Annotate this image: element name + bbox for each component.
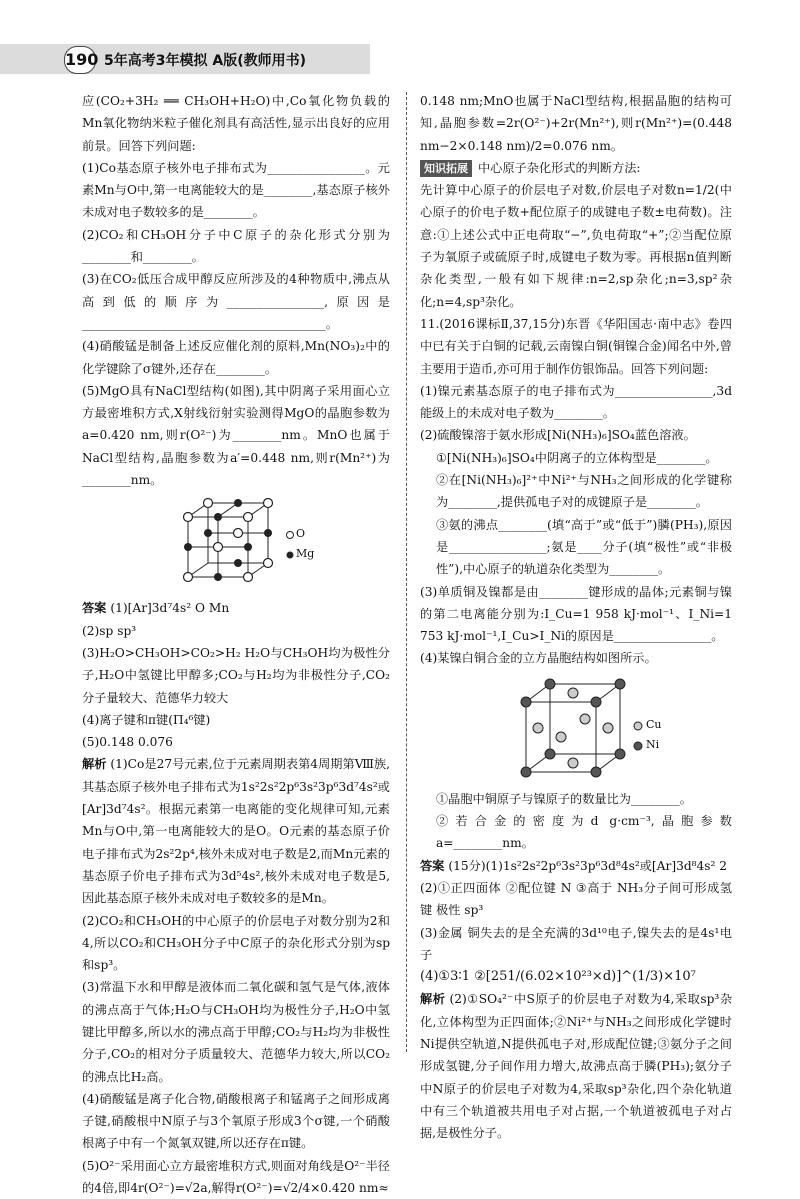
legend-ni: Ni <box>646 737 660 751</box>
answer-block: 答案 (1)[Ar]3d⁷4s² O Mn <box>82 601 230 616</box>
legend-o: O <box>296 527 306 541</box>
answer-line: (4)①3∶1 ②[251/(6.02×10²³×d)]^(1/3)×10⁷ <box>420 969 696 985</box>
answer-line: (2)①正四面体 ②配位键 N ③高于 NH₃分子间可形成氢键 极性 sp³ <box>420 880 732 918</box>
mgo-crystal-figure <box>82 495 390 593</box>
column-divider <box>406 92 407 1052</box>
answer-line: (3)金属 铜失去的是全充满的3d¹⁰电子,镍失去的是4s¹电子 <box>420 925 732 962</box>
legend-mg: Mg <box>296 547 315 561</box>
q11-part-4: (4)某镍白铜合金的立方晶胞结构如图所示。 <box>420 651 657 666</box>
question-part-4: (4)硝酸锰是制备上述反应催化剂的原料,Mn(NO₃)₂中的化学键除了σ键外,还存在________。 <box>82 339 390 376</box>
cu-ni-cell-diagram <box>506 674 706 784</box>
question-intro: 应(CO₂+3H₂ ══ CH₃OH+H₂O)中,Co氧化物负载的Mn氧化物纳米粒子催化剂具有高活性,显示出良好的应用前景。回答下列问题: <box>82 94 390 153</box>
question-part-3: (3)在CO₂低压合成甲醇反应所涉及的4种物质中,沸点从高到低的顺序为________________,原因是________________________________________。 <box>82 272 390 331</box>
analysis-continued: 0.148 nm;MnO也属于NaCl型结构,根据晶胞的结构可知,晶胞参数=2r(O²⁻)+2r(Mn²⁺),则r(Mn²⁺)=(0.448 nm−2×0.148 nm)/2=0.076 nm。 <box>420 94 732 153</box>
answer-line: (5)0.148 0.076 <box>82 735 173 750</box>
book-title: 5年高考3年模拟 A版(教师用书) <box>104 53 306 69</box>
analysis-line: (3)常温下水和甲醇是液体而二氧化碳和氢气是气体,液体的沸点高于气体;H₂O与CH₃OH均为极性分子,H₂O中氢键比甲醇多,所以水的沸点高于甲醇;CO₂与H₂均为非极性分子,CO₂的相对分子质量较大、范德华力较大,所以CO₂的沸点比H₂高。 <box>82 980 390 1084</box>
q11-part-1: (1)镍元素基态原子的电子排布式为________________,3d能级上的未成对电子数为________。 <box>420 383 732 421</box>
question-part-5: (5)MgO具有NaCl型结构(如图),其中阴离子采用面心立方最密堆积方式,X射线衍射实验测得MgO的晶胞参数为a=0.420 nm,则r(O²⁻)为________nm。MnO也属于NaCl型结构,晶胞参数为a′=0.448 nm,则r(Mn²⁺)为________nm。 <box>82 383 390 488</box>
analysis-line: (5)O²⁻采用面心立方最密堆积方式,则面对角线是O²⁻半径的4倍,即4r(O²⁻)=√2a,解得r(O²⁻)=√2/4×0.420 nm≈ <box>82 1158 390 1196</box>
kp-body: 先计算中心原子的价层电子对数,价层电子对数n=1/2(中心原子的价电子数+配位原子的成键电子数±电荷数)。注意:①上述公式中正电荷取“−”,负电荷取“+”;②当配位原子为氧原子或硫原子时,成键电子数为零。再根据n值判断杂化类型,一般有如下规律:n=2,sp杂化;n=3,sp²杂化;n=4,sp³杂化。 <box>420 183 732 309</box>
analysis-block-11: 解析 (2)①SO₄²⁻中S原子的价层电子对数为4,采取sp³杂化,立体构型为正四面体;②Ni²⁺与NH₃之间形成化学键时Ni提供空轨道,N提供孤电子对,形成配位键;③氨分子之间形成氢键,分子间作用力增大,故沸点高于膦(PH₃);氨分子中N原子的价层电子对数为4,采取sp³杂化,四个杂化轨道中有三个轨道被共用电子对占据,一个轨道被孤电子对占据,是极性分子。 <box>420 992 733 1141</box>
answer-line: (3)H₂O>CH₃OH>CO₂>H₂ H₂O与CH₃OH均为极性分子,H₂O中氢键比甲醇多;CO₂与H₂均为非极性分子,CO₂分子量较大、范德华力较大 <box>82 645 390 705</box>
right-column <box>420 90 732 1144</box>
q11-part-2b: ②在[Ni(NH₃)₆]²⁺中Ni²⁺与NH₃之间形成的化学键称为________,提供孤电子对的成键原子是________。 <box>436 473 732 510</box>
left-column <box>82 90 390 1199</box>
analysis-line: (4)硝酸锰是离子化合物,硝酸根离子和锰离子之间形成离子键,硝酸根中N原子与3个氧原子形成3个σ键,一个硝酸根离子中有一个氮氧双键,所以还存在π键。 <box>82 1091 390 1151</box>
analysis-block: 解析 (1)Co是27号元素,位于元素周期表第4周期第Ⅷ族,其基态原子核外电子排布式为1s²2s²2p⁶3s²3p⁶3d⁷4s²或[Ar]3d⁷4s²。根据元素第一电离能的变化规律可知,元素Mn与O中,第一电离能较大的是O。O元素的基态原子价电子排布式为2s²2p⁴,核外未成对电子数是2,而Mn元素的基态原子价电子排布式为3d⁵4s²,核外未成对电子数是5,因此基态原子核外未成对电子数较多的是Mn。 <box>82 757 390 906</box>
answer-label: 答案 <box>420 858 445 873</box>
page-number: 190 <box>64 46 96 74</box>
q11-part-4a: ①晶胞中铜原子与镍原子的数量比为________。 <box>436 791 692 806</box>
analysis-label: 解析 <box>82 757 107 772</box>
q11-part-2c: ③氨的沸点________(填“高于”或“低于”)膦(PH₃),原因是________________;氨是____分子(填“极性”或“非极性”),中心原子的轨道杂化类型为________。 <box>436 517 732 577</box>
answer-block-11: 答案 (15分)(1)1s²2s²2p⁶3s²3p⁶3d⁸4s²或[Ar]3d⁸4s² 2 <box>420 858 728 873</box>
question-11: 11.(2016课标Ⅱ,37,15分)东晋《华阳国志·南中志》卷四中已有关于白铜的记载,云南镍白铜(铜镍合金)闻名中外,曾主要用于造币,亦可用于制作仿银饰品。回答下列问题: <box>420 316 732 376</box>
kp-label: 知识拓展 <box>420 160 472 177</box>
analysis-line: (2)CO₂和CH₃OH的中心原子的价层电子对数分别为2和4,所以CO₂和CH₃OH分子中C原子的杂化形式分别为sp和sp³。 <box>82 913 390 973</box>
q11-part-2a: ①[Ni(NH₃)₆]SO₄中阴离子的立体构型是________。 <box>436 450 718 465</box>
q11-part-3: (3)单质铜及镍都是由________键形成的晶体;元素铜与镍的第二电离能分别为:I_Cu=1 958 kJ·mol⁻¹、I_Ni=1 753 kJ·mol⁻¹,I_Cu>I_Ni的原因是________________。 <box>420 584 732 644</box>
cu-ni-crystal-figure <box>420 674 732 784</box>
q11-part-2: (2)硫酸镍溶于氨水形成[Ni(NH₃)₆]SO₄蓝色溶液。 <box>420 428 696 443</box>
analysis-label: 解析 <box>420 992 446 1007</box>
mgo-cell-diagram <box>166 495 366 593</box>
answer-line: (2)sp sp³ <box>82 623 137 638</box>
answer-label: 答案 <box>82 601 107 616</box>
answer-line: (4)离子键和π键(Π₄⁶键) <box>82 712 211 727</box>
question-part-1: (1)Co基态原子核外电子排布式为________________。元素Mn与O中,第一电离能较大的是________,基态原子核外未成对电子数较多的是________。 <box>82 160 390 220</box>
q11-part-4b: ②若合金的密度为d g·cm⁻³,晶胞参数a=________nm。 <box>436 814 732 851</box>
knowledge-extension: 知识拓展 中心原子杂化形式的判断方法: <box>420 157 732 179</box>
legend-cu: Cu <box>646 717 662 731</box>
question-part-2: (2)CO₂和CH₃OH分子中C原子的杂化形式分别为________和________。 <box>82 227 390 265</box>
